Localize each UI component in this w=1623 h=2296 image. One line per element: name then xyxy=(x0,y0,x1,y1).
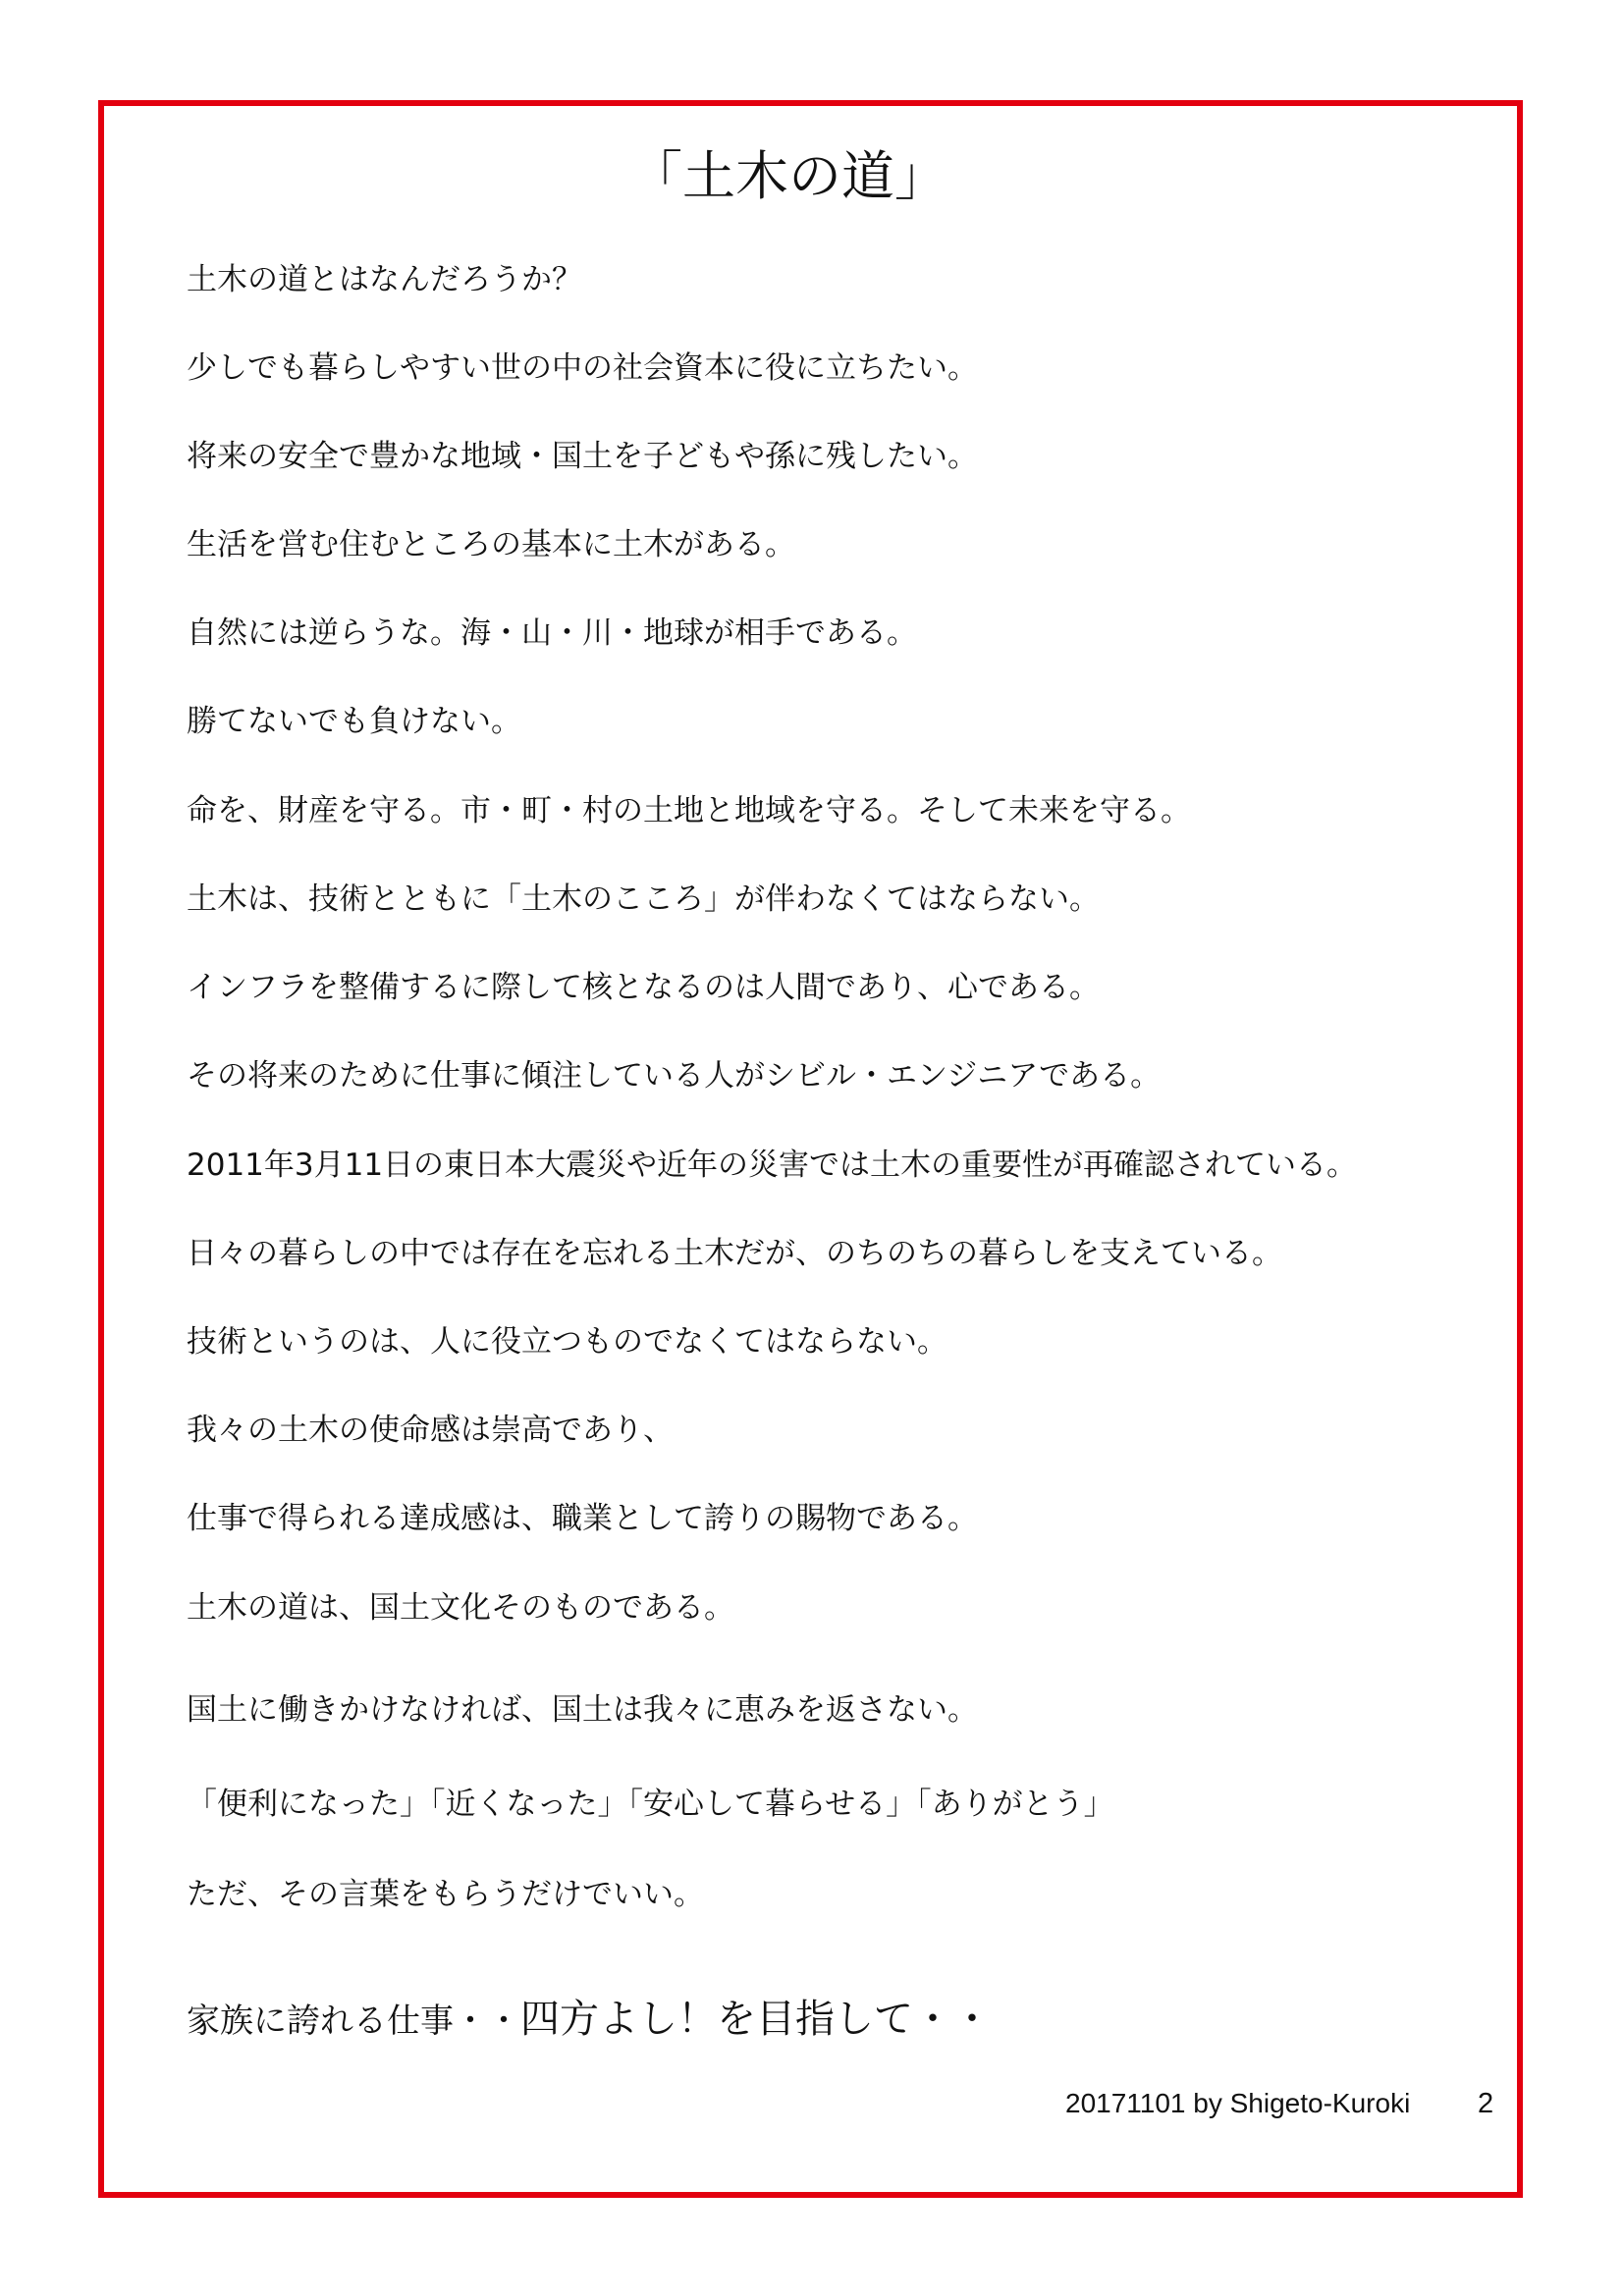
text-line: 土木の道は、国土文化そのものである。 xyxy=(187,1590,734,1626)
text-line: 仕事で得られる達成感は、職業として誇りの賜物である。 xyxy=(187,1501,978,1536)
signature: 20171101 by Shigeto-Kuroki xyxy=(1065,2088,1411,2118)
closing-part-1: 家族に誇れる仕事・・ xyxy=(187,2002,520,2041)
text-line: 自然には逆らうな。海・山・川・地球が相手である。 xyxy=(187,615,917,651)
text-line: 国土に働きかけなければ、国土は我々に恵みを返さない。 xyxy=(187,1692,978,1728)
text-line: 土木は、技術とともに「土木のこころ」が伴わなくてはならない。 xyxy=(187,881,1100,917)
text-line: 2011年3月11日の東日本大震災や近年の災害では土木の重要性が再確認されている。 xyxy=(187,1148,1358,1183)
text-line: ただ、その言葉をもらうだけでいい。 xyxy=(187,1877,704,1912)
text-line: 「便利になった」「近くなった」「安心して暮らせる」「ありがとう」 xyxy=(187,1787,1114,1822)
text-line: 技術というのは、人に役立つものでなくてはならない。 xyxy=(187,1324,947,1360)
text-line: その将来のために仕事に傾注している人がシビル・エンジニアである。 xyxy=(187,1058,1162,1094)
text-line: 日々の暮らしの中では存在を忘れる土木だが、のちのちの暮らしを支えている。 xyxy=(187,1236,1282,1271)
text-line: 少しでも暮らしやすい世の中の社会資本に役に立ちたい。 xyxy=(187,350,978,386)
text-line: インフラを整備するに際して核となるのは人間であり、心である。 xyxy=(187,970,1100,1005)
document-title: 「土木の道」 xyxy=(629,145,947,207)
text-line: 土木の道とはなんだろうか？ xyxy=(187,262,582,297)
closing-part-2: 四方よし！を目指して・・ xyxy=(520,1997,992,2042)
text-line: 勝てないでも負けない。 xyxy=(187,704,521,739)
text-line: 我々の土木の使命感は崇高であり、 xyxy=(187,1413,674,1448)
text-line: 生活を営む住むところの基本に土木がある。 xyxy=(187,527,795,562)
page-number: 2 xyxy=(1478,2088,1494,2119)
text-line: 将来の安全で豊かな地域・国土を子どもや孫に残したい。 xyxy=(187,439,978,474)
text-line: 命を、財産を守る。市・町・村の土地と地域を守る。そして未来を守る。 xyxy=(187,793,1191,828)
closing-statement xyxy=(187,1995,992,2052)
